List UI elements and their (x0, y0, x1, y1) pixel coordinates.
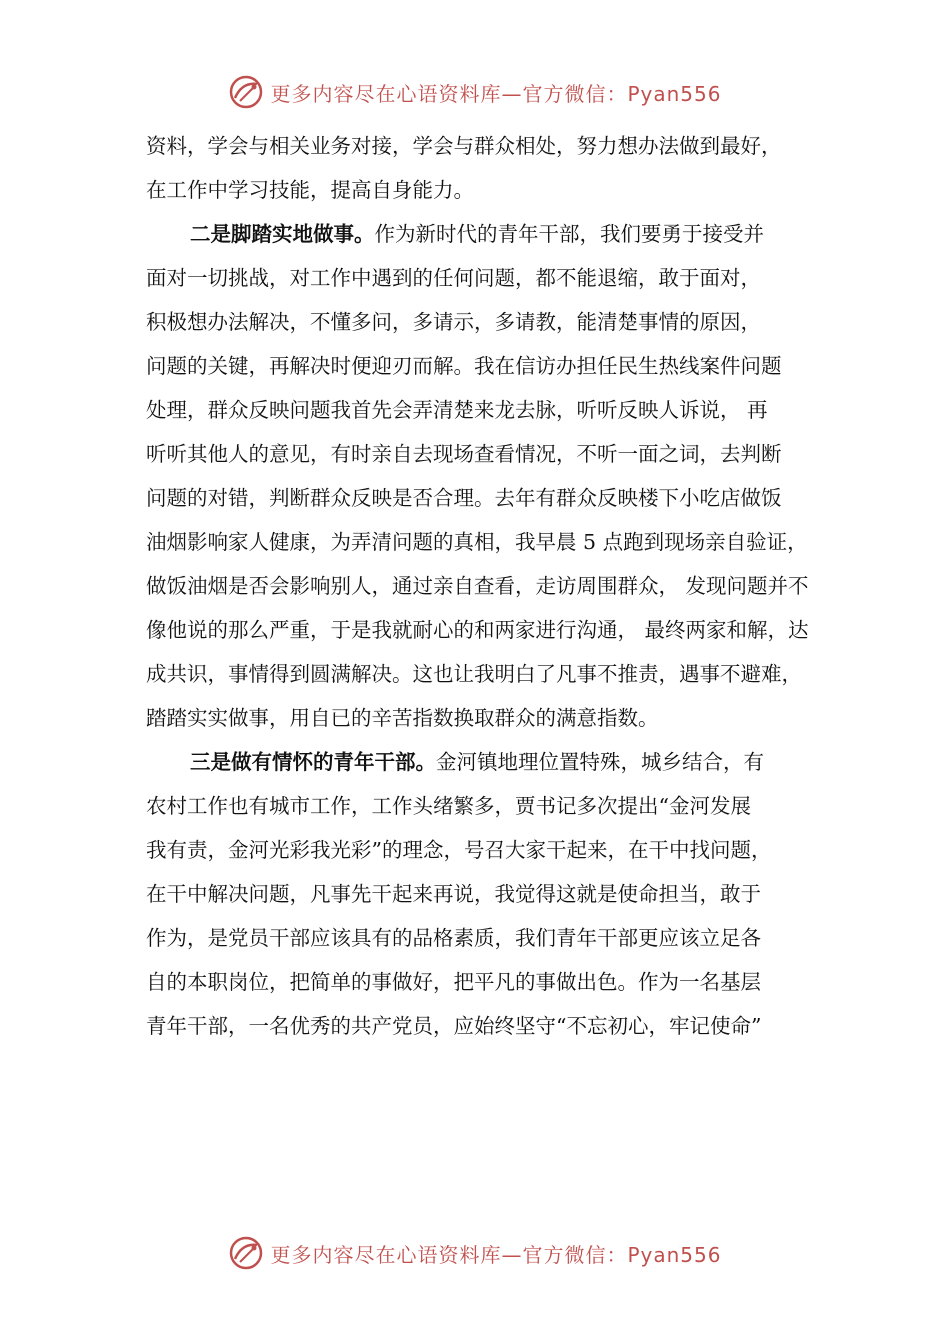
text-run: 作为新时代的青年干部，我们要勇于接受并 (374, 222, 764, 246)
text-line: 在工作中学习技能，提高自身能力。 (146, 178, 474, 202)
text-line: 面对一切挑战，对工作中遇到的任何问题，都不能退缩，敢于面对， (146, 266, 761, 290)
text-line: 资料，学会与相关业务对接，学会与群众相处，努力想办法做到最好， (146, 134, 782, 158)
section-heading: 三是做有情怀的青年干部。 (190, 750, 436, 774)
watermark-logo-icon (228, 74, 264, 110)
document-body (146, 124, 826, 1048)
section-heading: 二是脚踏实地做事。 (190, 222, 375, 246)
text-line: 处理，群众反映问题我首先会弄清楚来龙去脉，听听反映人诉说， 再 (146, 398, 768, 422)
footer-watermark (0, 1231, 950, 1275)
paragraph-first-line (146, 212, 826, 256)
text-line: 我有责，金河光彩我光彩”的理念，号召大家干起来，在干中找问题， (146, 838, 772, 862)
text-line: 像他说的那么严重，于是我就耐心的和两家进行沟通， 最终两家和解，达 (146, 618, 809, 642)
watermark-text: 更多内容尽在心语资料库—官方微信：Pyan556 (270, 81, 722, 106)
paragraph-first-line (146, 740, 826, 784)
watermark-text: 更多内容尽在心语资料库—官方微信：Pyan556 (270, 1242, 722, 1267)
text-line: 踏踏实实做事，用自已的辛苦指数换取群众的满意指数。 (146, 706, 659, 730)
text-line: 在干中解决问题，凡事先干起来再说，我觉得这就是使命担当，敢于 (146, 882, 761, 906)
text-line: 油烟影响家人健康，为弄清问题的真相，我早晨 5 点跑到现场亲自验证， (146, 530, 808, 554)
text-line: 自的本职岗位，把简单的事做好，把平凡的事做出色。作为一名基层 (146, 970, 761, 994)
watermark-logo-icon (228, 1235, 264, 1271)
text-line: 做饭油烟是否会影响别人，通过亲自查看，走访周围群众， 发现问题并不 (146, 574, 809, 598)
header-watermark (0, 70, 950, 114)
text-line: 农村工作也有城市工作，工作头绪繁多，贾书记多次提出“金河发展 (146, 794, 751, 818)
text-line: 听听其他人的意见，有时亲自去现场查看情况，不听一面之词，去判断 (146, 442, 782, 466)
text-line: 问题的关键，再解决时便迎刃而解。我在信访办担任民生热线案件问题 (146, 354, 782, 378)
text-run: 金河镇地理位置特殊，城乡结合，有 (436, 750, 764, 774)
text-line: 成共识，事情得到圆满解决。这也让我明白了凡事不推责，遇事不避难， (146, 662, 802, 686)
text-line: 青年干部，一名优秀的共产党员，应始终坚守“不忘初心，牢记使命” (146, 1014, 762, 1038)
text-line: 问题的对错，判断群众反映是否合理。去年有群众反映楼下小吃店做饭 (146, 486, 782, 510)
text-line: 作为，是党员干部应该具有的品格素质，我们青年干部更应该立足各 (146, 926, 761, 950)
text-line: 积极想办法解决，不懂多问，多请示，多请教，能清楚事情的原因， (146, 310, 761, 334)
